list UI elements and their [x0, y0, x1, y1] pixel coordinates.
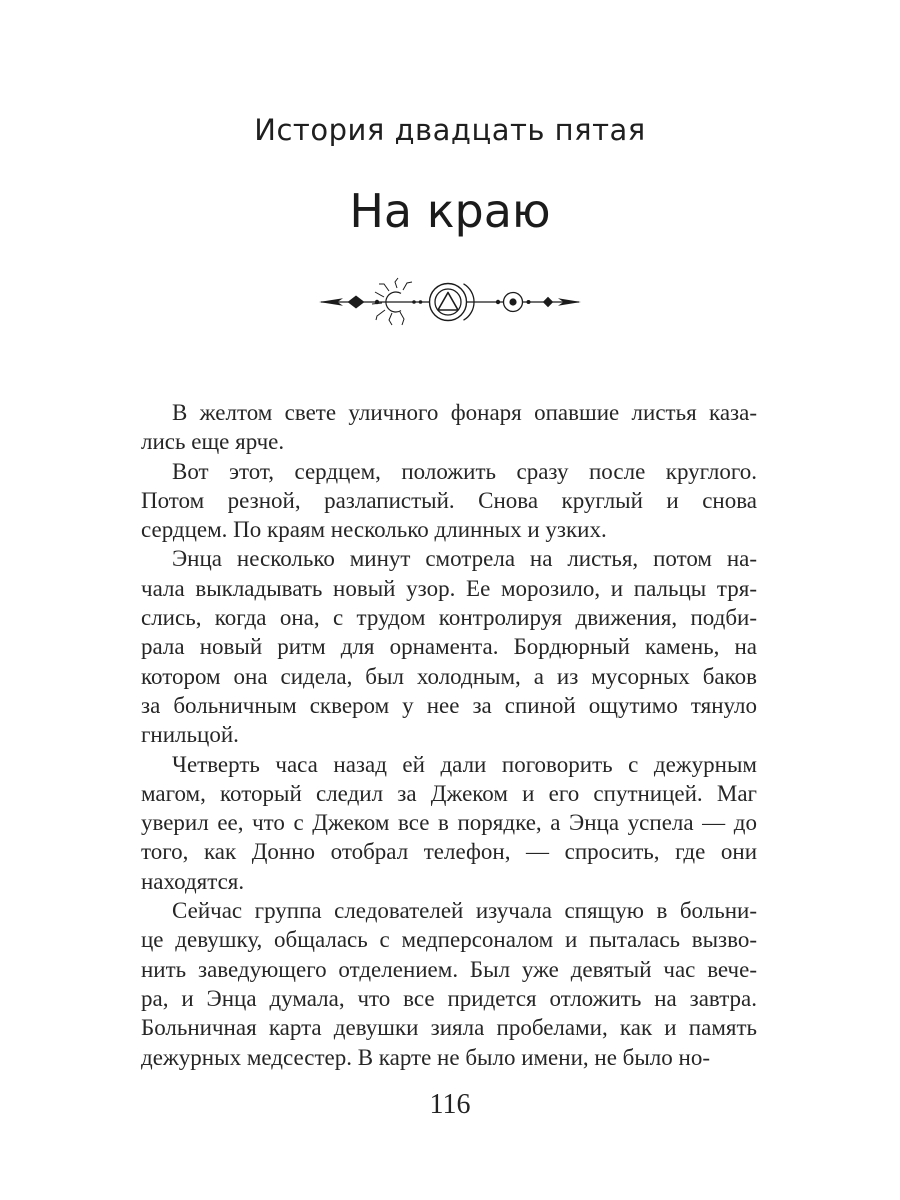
text-line: нить заведующего отделением. Был уже девятый час вече-	[141, 956, 757, 982]
text-line: Сейчас группа следователей изучала спящую в больни-	[172, 898, 757, 924]
text-line: лись еще ярче.	[141, 429, 285, 455]
text-line: котором она сидела, был холодным, а из мусорных баков	[141, 663, 757, 689]
text-line: магом, который следил за Джеком и его спутницей. Маг	[141, 780, 757, 806]
body-text	[141, 398, 757, 1072]
text-line: це девушку, общалась с медперсоналом и пыталась вызво-	[141, 927, 757, 953]
dot-icon	[412, 300, 416, 304]
circled-dot-icon	[504, 293, 523, 312]
text-line: гнильцой.	[141, 722, 239, 748]
chapter-divider	[318, 272, 582, 332]
text-line: ра, и Энца думала, что все придется отложить на завтра.	[141, 985, 757, 1011]
triangle-in-double-circle-icon	[430, 284, 467, 321]
text-line: рала новый ритм для орнамента. Бордюрный камень, на	[141, 634, 757, 660]
dot-icon	[527, 300, 531, 304]
text-line: уверил ее, что с Джеком все в порядке, а Энца успела — до	[141, 810, 757, 836]
diamond-icon	[348, 296, 365, 309]
text-line: за больничным сквером у нее за спиной ощутимо тянуло	[141, 692, 757, 718]
text-line: слись, когда она, с трудом контролируя движения, подби-	[141, 605, 757, 631]
dot-icon	[496, 300, 500, 304]
page-number: 116	[429, 1089, 471, 1120]
text-line: находятся.	[141, 868, 245, 894]
text-line: чала выкладывать новый узор. Ее морозило, и пальцы тря-	[141, 575, 757, 601]
chapter-title: На краю	[349, 184, 551, 238]
text-line: сердцем. По краям несколько длинных и узких.	[141, 517, 607, 543]
text-line: В желтом свете уличного фонаря опавшие листья каза-	[172, 400, 757, 425]
chapter-heading: История двадцать пятая	[254, 113, 646, 147]
text-line: Четверть часа назад ей дали поговорить с дежурным	[172, 751, 757, 777]
text-line: Больничная карта девушки зияла пробелами, как и память	[141, 1015, 757, 1041]
dot-icon	[419, 300, 423, 304]
text-line: дежурных медсестер. В карте не было имени, не было но-	[141, 1044, 711, 1070]
diamond-icon	[543, 297, 553, 307]
text-line: Вот этот, сердцем, положить сразу после круглого.	[172, 458, 757, 484]
text-line: Потом резной, разлапистый. Снова круглый и снова	[141, 487, 757, 513]
text-line: того, как Донно отобрал телефон, — спросить, где они	[141, 839, 757, 865]
text-line: Энца несколько минут смотрела на листья, потом на-	[172, 546, 757, 572]
divider-ornament	[318, 272, 582, 332]
